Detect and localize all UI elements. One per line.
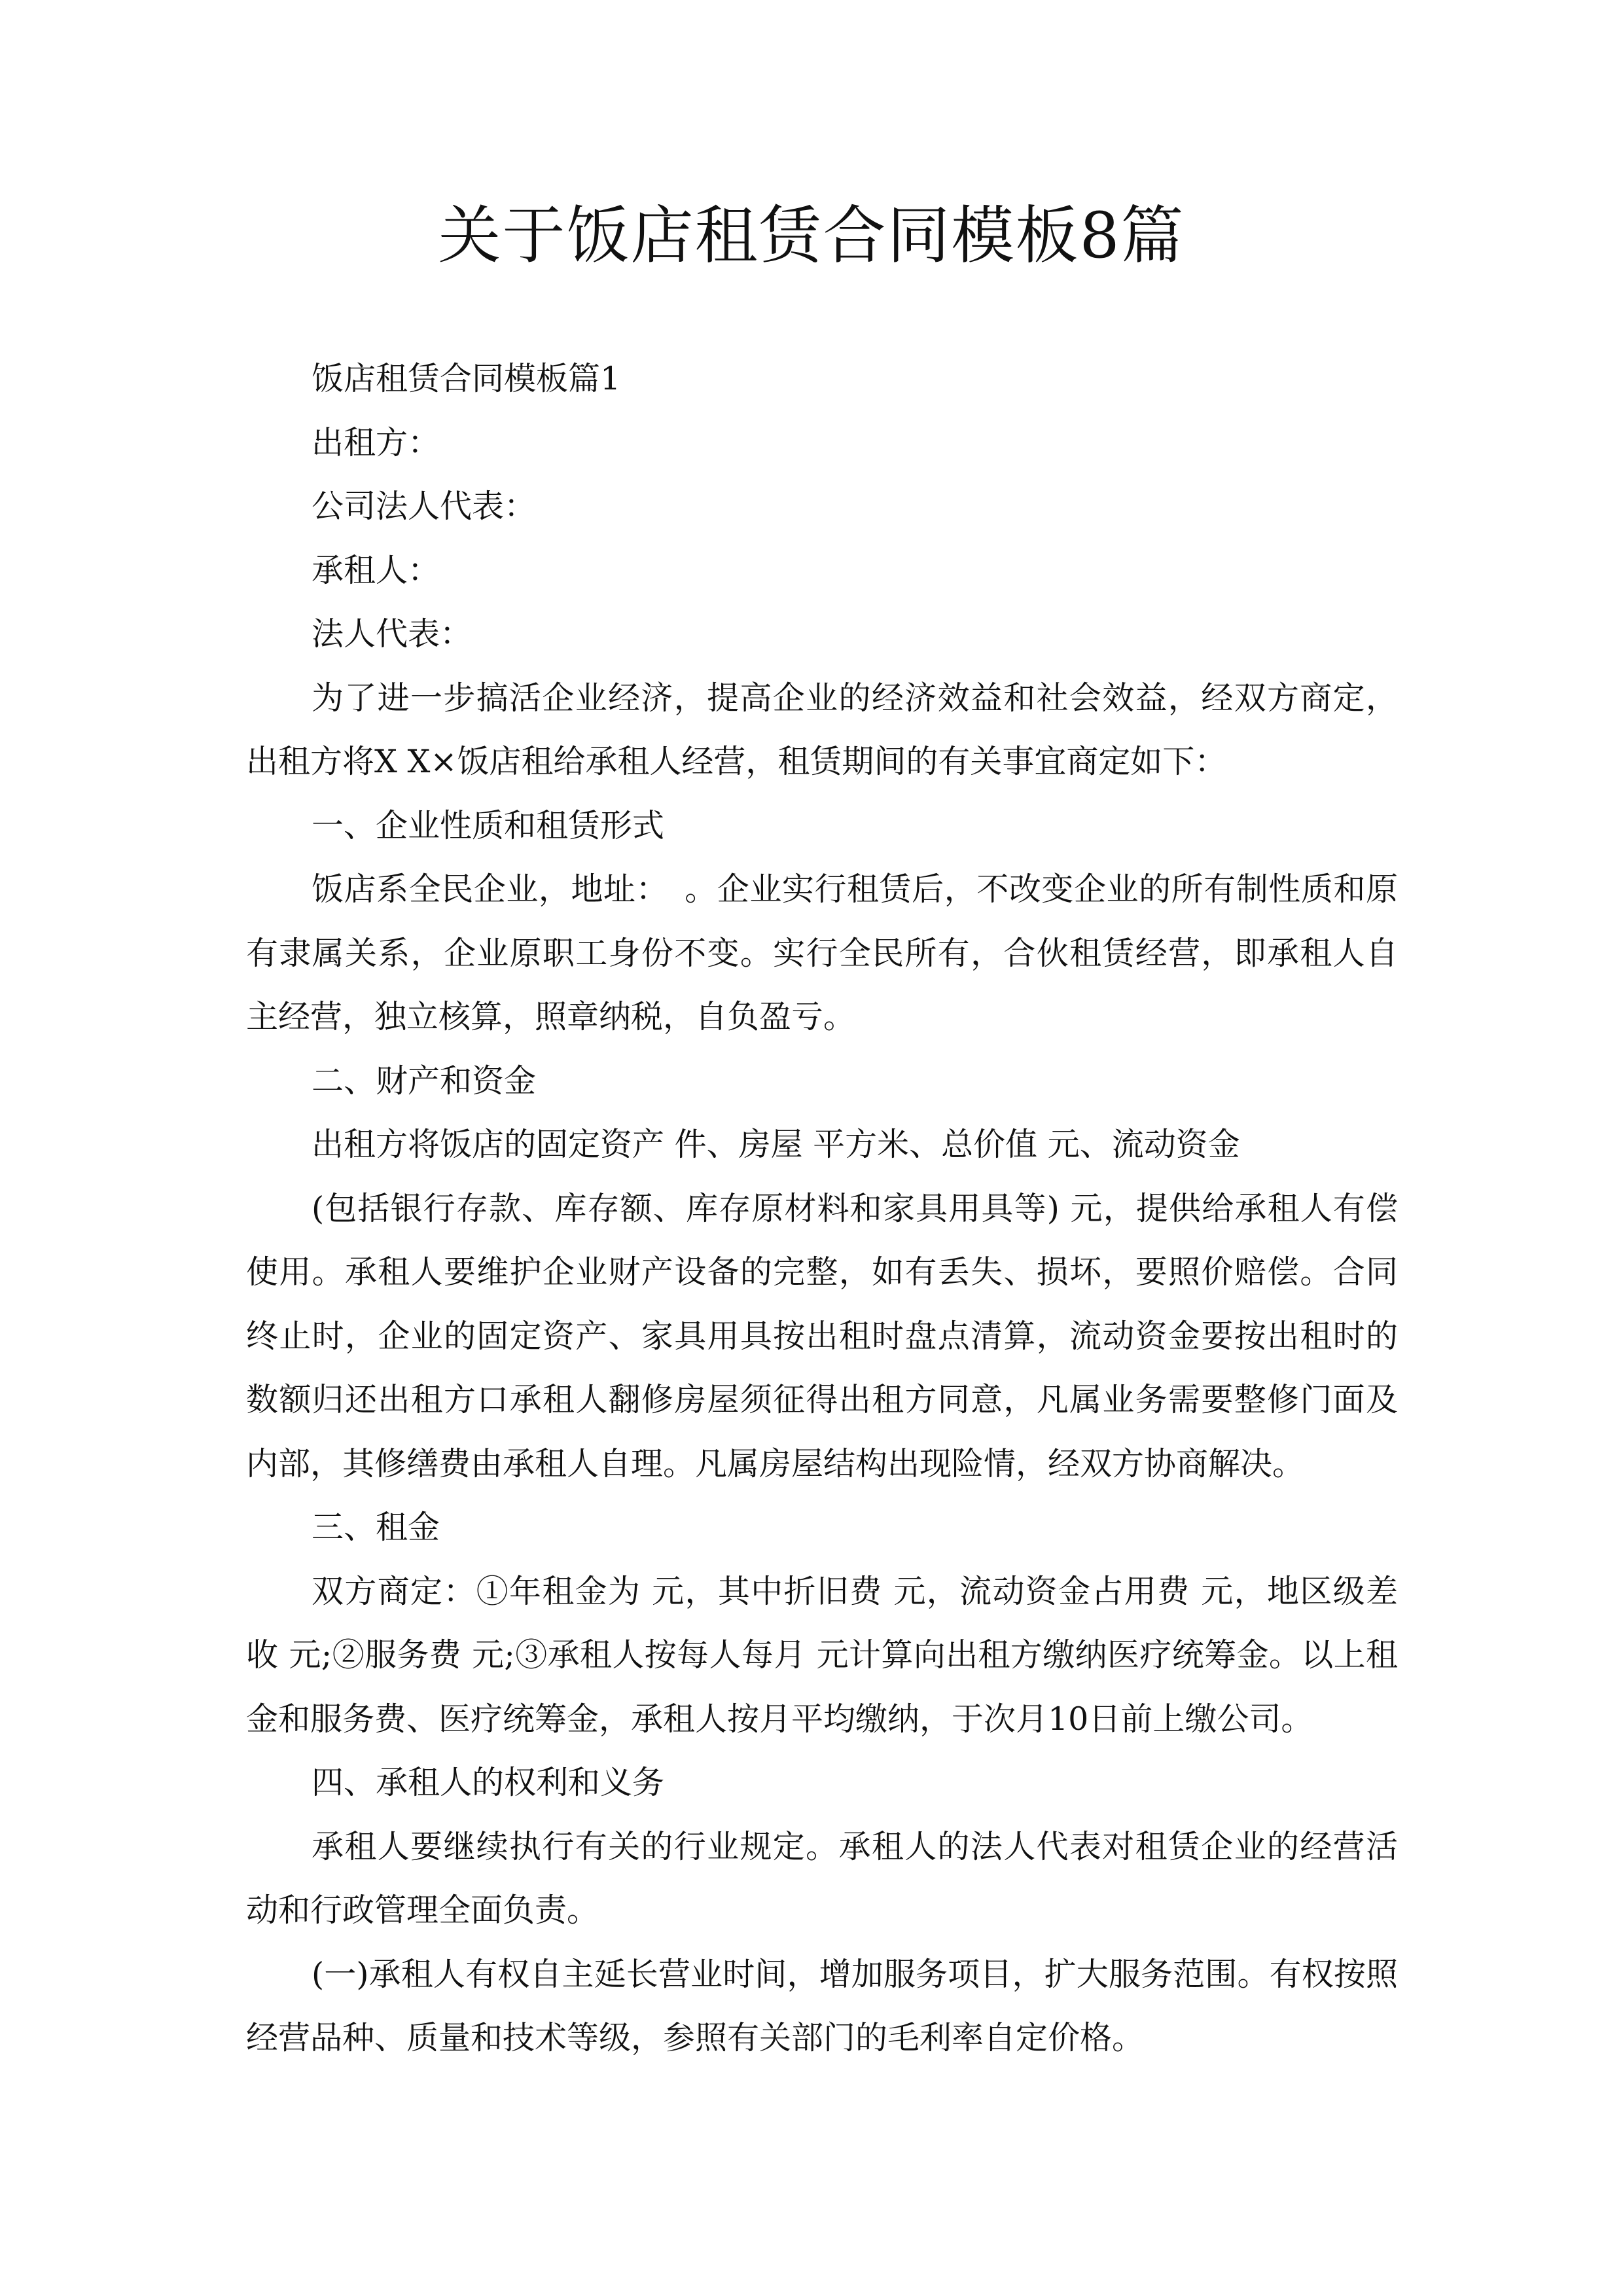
document-title: 关于饭店租赁合同模板8篇 [438, 199, 1185, 272]
clause-4-item-1: (一)承租人有权自主延长营业时间，增加服务项目，扩大服务范围。有权按照经营品种、质量和技术等级，参照有关部门的毛利率自定价格。 [246, 1955, 1398, 2056]
clause-2-paragraph-a: 出租方将饭店的固定资产 件、房屋 平方米、总价值 元、流动资金 [312, 1126, 1240, 1163]
company-legal-rep-field: 公司法人代表： [312, 488, 537, 525]
clause-2-paragraph-b: (包括银行存款、库存额、库存原材料和家具用具等) 元，提供给承租人有偿使用。承租人要维护企业财产设备的完整，如有丢失、损坏，要照价赔偿。合同终止时，企业的固定资产、家具用具按出租时盘点清算，流动资金要按出租时的数额归还出租方口承租人翻修房屋须征得出租方同意，凡属业务需要整修门面及内部，其修缮费由承租人自理。凡属房屋结构出现险情，经双方协商解决。 [246, 1189, 1398, 1482]
legal-rep-field: 法人代表： [312, 615, 473, 653]
lessee-field: 承租人： [312, 551, 440, 589]
clause-1-paragraph: 饭店系全民企业，地址： 。企业实行租赁后，不改变企业的所有制性质和原有隶属关系，企业原职工身份不变。实行全民所有，合伙租赁经营，即承租人自主经营，独立核算，照章纳税，自负盈亏。 [246, 870, 1398, 1035]
preamble-paragraph: 为了进一步搞活企业经济，提高企业的经济效益和社会效益，经双方商定，出租方将X X×饭店租给承租人经营，租赁期间的有关事宜商定如下： [246, 679, 1398, 780]
clause-heading-1: 一、企业性质和租赁形式 [312, 806, 665, 844]
document-body [246, 347, 1398, 2070]
section-heading: 饭店租赁合同模板篇1 [312, 360, 621, 397]
lessor-field: 出租方： [312, 423, 440, 461]
clause-heading-4: 四、承租人的权利和义务 [312, 1764, 665, 1801]
clause-heading-2: 二、财产和资金 [312, 1062, 537, 1100]
clause-heading-3: 三、租金 [312, 1509, 440, 1546]
clause-4-paragraph: 承租人要继续执行有关的行业规定。承租人的法人代表对租赁企业的经营活动和行政管理全面负责。 [246, 1827, 1398, 1929]
clause-3-paragraph: 双方商定：①年租金为 元，其中折旧费 元，流动资金占用费 元，地区级差收 元;②服务费 元;③承租人按每人每月 元计算向出租方缴纳医疗统筹金。以上租金和服务费、医疗统筹金，承租人按月平均缴纳，于次月10日前上缴公司。 [246, 1572, 1398, 1738]
